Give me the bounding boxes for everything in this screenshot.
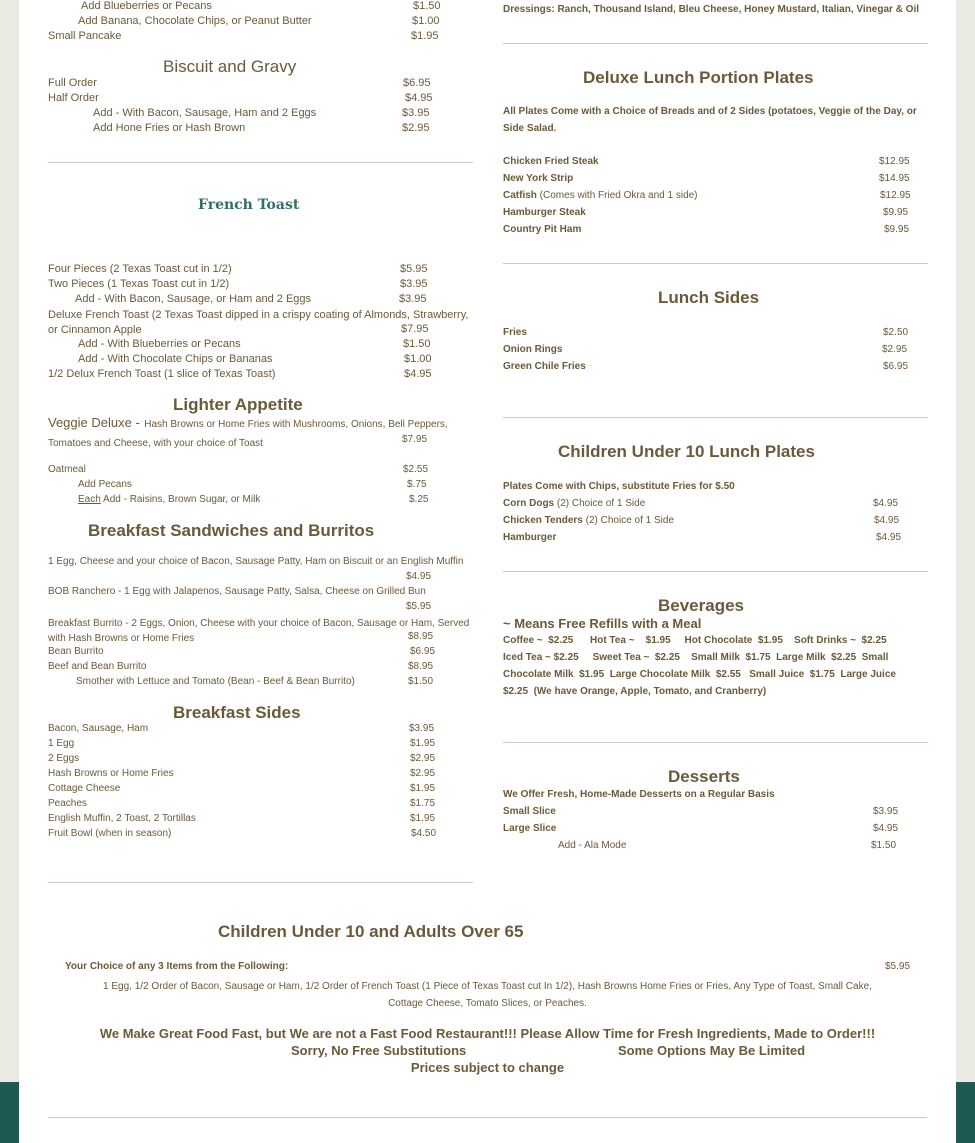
menu-item-label: BOB Ranchero - 1 Egg with Jalapenos, Sausage Patty, Salsa, Cheese on Grilled Bun bbox=[48, 586, 426, 597]
menu-item-label: Add Blueberries or Pecans bbox=[81, 0, 212, 12]
deluxe-note: All Plates Come with a Choice of Breads and of 2 Sides (potatoes, Veggie of the Day, or Side Salad. bbox=[503, 106, 917, 134]
divider bbox=[503, 742, 928, 743]
menu-item-price: $4.95 bbox=[406, 571, 432, 582]
menu-item-price: $1.50 bbox=[408, 676, 434, 687]
divider bbox=[48, 882, 473, 883]
menu-item-label: Hamburger Steak bbox=[503, 207, 586, 218]
menu-item-price: $.25 bbox=[409, 494, 429, 505]
notice-fast-food: We Make Great Food Fast, but We are not a Fast Food Restaurant!!! Please Allow Time for Fresh Ingredients, Made to Order!!! bbox=[99, 1026, 876, 1041]
menu-item-price: $7.95 bbox=[402, 434, 428, 445]
section-title-sandwiches: Breakfast Sandwiches and Burritos bbox=[88, 521, 375, 540]
dressings-text: Dressings: Ranch, Thousand Island, Bleu Cheese, Honey Mustard, Italian, Vinegar & Oil bbox=[503, 4, 920, 15]
notice-substitutions: Sorry, No Free Substitutions bbox=[291, 1043, 467, 1058]
menu-item-price: $4.95 bbox=[874, 515, 900, 526]
menu-item-label: Catfish bbox=[503, 190, 537, 201]
menu-item-price: $1.95 bbox=[411, 30, 439, 42]
menu-item-extra: (Comes with Fried Okra and 1 side) bbox=[536, 190, 698, 201]
notice-limited: Some Options May Be Limited bbox=[618, 1043, 806, 1058]
menu-item-price: $2.95 bbox=[410, 768, 436, 779]
menu-item-extra: (2) Choice of 1 Side bbox=[554, 498, 646, 509]
menu-item-price: $9.95 bbox=[883, 207, 909, 218]
menu-item-price: $2.95 bbox=[410, 753, 436, 764]
menu-item-price: $1.00 bbox=[412, 15, 440, 27]
menu-item-label: Country Pit Ham bbox=[503, 224, 582, 235]
menu-item-price: $1.50 bbox=[403, 338, 431, 350]
menu-item-price: $2.50 bbox=[883, 327, 909, 338]
menu-item-label: Beef and Bean Burrito bbox=[48, 661, 147, 672]
menu-item-price: $1.95 bbox=[410, 783, 436, 794]
menu-item-price: $6.95 bbox=[403, 77, 431, 89]
menu-item-extra: (2) Choice of 1 Side bbox=[582, 515, 675, 526]
menu-item-label: Add - With Bacon, Sausage, Ham and 2 Eggs bbox=[93, 107, 317, 119]
section-title-beverages: Beverages bbox=[658, 596, 745, 615]
children-note: Plates Come with Chips, substitute Fries for $.50 bbox=[503, 481, 735, 492]
menu-item-label: English Muffin, 2 Toast, 2 Tortillas bbox=[48, 813, 196, 824]
menu-item-chicken-tenders bbox=[503, 515, 674, 526]
notice-prices: Prices subject to change bbox=[410, 1060, 565, 1075]
menu-item-label: Add - With Chocolate Chips or Bananas bbox=[78, 353, 273, 365]
menu-item-label: Cottage Cheese bbox=[48, 783, 121, 794]
section-title-deluxe-lunch: Deluxe Lunch Portion Plates bbox=[583, 68, 814, 87]
menu-item-price: $3.95 bbox=[873, 806, 899, 817]
divider bbox=[503, 417, 928, 418]
divider bbox=[48, 162, 473, 163]
menu-item-label: Large Slice bbox=[503, 823, 557, 834]
menu-item-price: $2.95 bbox=[402, 122, 430, 134]
menu-item-price: $1.50 bbox=[871, 840, 897, 851]
veggie-deluxe-desc: Hash Browns or Home Fries with Mushrooms, Onions, Bell Peppers, Tomatoes and Cheese, with your choice of Toast bbox=[48, 419, 448, 449]
menu-item-label: 1 Egg bbox=[48, 738, 75, 749]
menu-item-label: Hamburger bbox=[503, 532, 557, 543]
menu-item-label: Breakfast Burrito - 2 Eggs, Onion, Cheese with your choice of Bacon, Sausage or Ham, Served with Hash Browns or Home Fries bbox=[48, 618, 470, 644]
beverages-line: $2.25 (We have Orange, Apple, Tomato, and Cranberry) bbox=[503, 686, 767, 697]
menu-item-label: Four Pieces (2 Texas Toast cut in 1/2) bbox=[48, 263, 232, 275]
desserts-note: We Offer Fresh, Home-Made Desserts on a Regular Basis bbox=[503, 789, 775, 800]
menu-item-price: $4.95 bbox=[404, 368, 432, 380]
beverages-line: Coffee ~ $2.25 Hot Tea ~ $1.95 Hot Chocolate $1.95 Soft Drinks ~ $2.25 bbox=[503, 635, 887, 646]
menu-item-label: Hash Browns or Home Fries bbox=[48, 768, 174, 779]
menu-item-label: Corn Dogs bbox=[503, 498, 555, 509]
menu-item-label: Onion Rings bbox=[503, 344, 563, 355]
menu-item-label: Add - Ala Mode bbox=[558, 840, 627, 851]
menu-item-price: $6.95 bbox=[883, 361, 909, 372]
divider bbox=[48, 1117, 927, 1118]
menu-item-label: Peaches bbox=[48, 798, 87, 809]
section-title-biscuit: Biscuit and Gravy bbox=[163, 57, 297, 76]
menu-item-price: $1.75 bbox=[410, 798, 436, 809]
menu-item-label: Fruit Bowl (when in season) bbox=[48, 828, 172, 839]
menu-item-label: Small Slice bbox=[503, 806, 556, 817]
menu-item-price: $1.95 bbox=[410, 738, 436, 749]
menu-item-label: New York Strip bbox=[503, 173, 574, 184]
menu-item-price: $3.95 bbox=[399, 293, 427, 305]
menu-item-label: Full Order bbox=[48, 77, 97, 89]
choice-text: Your Choice of any 3 Items from the Following: bbox=[65, 961, 289, 972]
menu-item-price: $2.95 bbox=[882, 344, 908, 355]
menu-item-price: $6.95 bbox=[410, 646, 436, 657]
menu-item-price: $3.95 bbox=[409, 723, 435, 734]
menu-item-price: $5.95 bbox=[406, 601, 432, 612]
menu-item-price: $8.95 bbox=[408, 631, 434, 642]
menu-item-catfish bbox=[503, 190, 698, 201]
menu-item-price: $1.50 bbox=[413, 0, 441, 12]
menu-item-price: $2.55 bbox=[403, 464, 429, 475]
menu-item-label: Add Pecans bbox=[78, 479, 132, 490]
section-title-lighter: Lighter Appetite bbox=[173, 395, 303, 414]
menu-item-price: $4.95 bbox=[405, 92, 433, 104]
section-title-lunch-sides: Lunch Sides bbox=[658, 288, 760, 307]
menu-item-price: $1.95 bbox=[410, 813, 436, 824]
menu-item-price: $9.95 bbox=[884, 224, 910, 235]
menu-item-label: Add - With Blueberries or Pecans bbox=[78, 338, 241, 350]
choice-options: 1 Egg, 1/2 Order of Bacon, Sausage or Ham, 1/2 Order of French Toast (1 Piece of Texas Toast cut In 1/2), Hash Browns Home Fries or Fries, Any Type of Toast, Small Cake, Cottage Cheese, Tomato Slices, or Peaches. bbox=[103, 981, 872, 1009]
menu-item-label: Two Pieces (1 Texas Toast cut in 1/2) bbox=[48, 278, 230, 290]
menu-item-label: Half Order bbox=[48, 92, 99, 104]
veggie-deluxe-name: Veggie Deluxe - bbox=[48, 415, 140, 430]
menu-item-label: 2 Eggs bbox=[48, 753, 80, 764]
beverages-line: Chocolate Milk $1.95 Large Chocolate Milk $2.55 Small Juice $1.75 Large Juice bbox=[503, 669, 896, 680]
menu-item-price: $7.95 bbox=[401, 323, 429, 335]
menu-item-price: $14.95 bbox=[879, 173, 910, 184]
menu-item-label: Small Pancake bbox=[48, 30, 122, 42]
menu-item-price: $4.95 bbox=[873, 823, 899, 834]
beverages-line: Iced Tea ~ $2.25 Sweet Tea ~ $2.25 Small Milk $1.75 Large Milk $2.25 Small bbox=[503, 652, 889, 663]
menu-item-price: $1.00 bbox=[404, 353, 432, 365]
section-title-seniors-kids: Children Under 10 and Adults Over 65 bbox=[218, 922, 524, 941]
menu-item-label: Bean Burrito bbox=[48, 646, 104, 657]
each-add-item bbox=[78, 494, 260, 505]
menu-item-label: Add Hone Fries or Hash Brown bbox=[93, 122, 246, 134]
menu-item-price: $12.95 bbox=[879, 156, 910, 167]
menu-item-price: $4.50 bbox=[411, 828, 437, 839]
divider bbox=[503, 571, 928, 572]
veggie-deluxe-item bbox=[48, 414, 468, 452]
menu-item-label: Bacon, Sausage, Ham bbox=[48, 723, 149, 734]
divider bbox=[503, 43, 928, 44]
beverages-subtitle: ~ Means Free Refills with a Meal bbox=[503, 616, 702, 631]
choice-price: $5.95 bbox=[885, 961, 911, 972]
section-title-children-lunch: Children Under 10 Lunch Plates bbox=[558, 442, 815, 461]
menu-item-corn-dogs bbox=[503, 498, 645, 509]
menu-item-label: Chicken Tenders bbox=[503, 515, 583, 526]
section-title-desserts: Desserts bbox=[668, 767, 740, 786]
menu-item-label: Add - With Bacon, Sausage, or Ham and 2 Eggs bbox=[75, 293, 312, 305]
menu-item-price: $3.95 bbox=[402, 107, 430, 119]
each-rest: Add - Raisins, Brown Sugar, or Milk bbox=[100, 494, 261, 505]
each-label: Each bbox=[78, 494, 101, 505]
menu-item-label: Green Chile Fries bbox=[503, 361, 586, 372]
menu-item-label: Add Banana, Chocolate Chips, or Peanut Butter bbox=[78, 15, 312, 27]
menu-item-price: $5.95 bbox=[400, 263, 428, 275]
menu-item-price: $4.95 bbox=[876, 532, 902, 543]
menu-item-price: $3.95 bbox=[400, 278, 428, 290]
section-title-breakfast-sides: Breakfast Sides bbox=[173, 703, 301, 722]
menu-item-label: Fries bbox=[503, 327, 527, 338]
menu-item-price: $.75 bbox=[407, 479, 427, 490]
menu-item-price: $8.95 bbox=[408, 661, 434, 672]
menu-item-price: $4.95 bbox=[873, 498, 899, 509]
menu-item-label: Chicken Fried Steak bbox=[503, 156, 599, 167]
menu-item-label: 1/2 Delux French Toast (1 slice of Texas Toast) bbox=[48, 368, 276, 380]
divider bbox=[503, 263, 928, 264]
menu-item-label: 1 Egg, Cheese and your choice of Bacon, Sausage Patty, Ham on Biscuit or an English Muffin bbox=[48, 556, 464, 567]
section-title-french-toast: French Toast bbox=[198, 197, 300, 213]
menu-item-label: Deluxe French Toast (2 Texas Toast dipped in a crispy coating of Almonds, Strawberry, or Cinnamon Apple bbox=[48, 309, 469, 336]
menu-item-label: Oatmeal bbox=[48, 464, 86, 475]
menu-item-label: Smother with Lettuce and Tomato (Bean - Beef & Bean Burrito) bbox=[76, 676, 355, 687]
menu-item-price: $12.95 bbox=[880, 190, 911, 201]
